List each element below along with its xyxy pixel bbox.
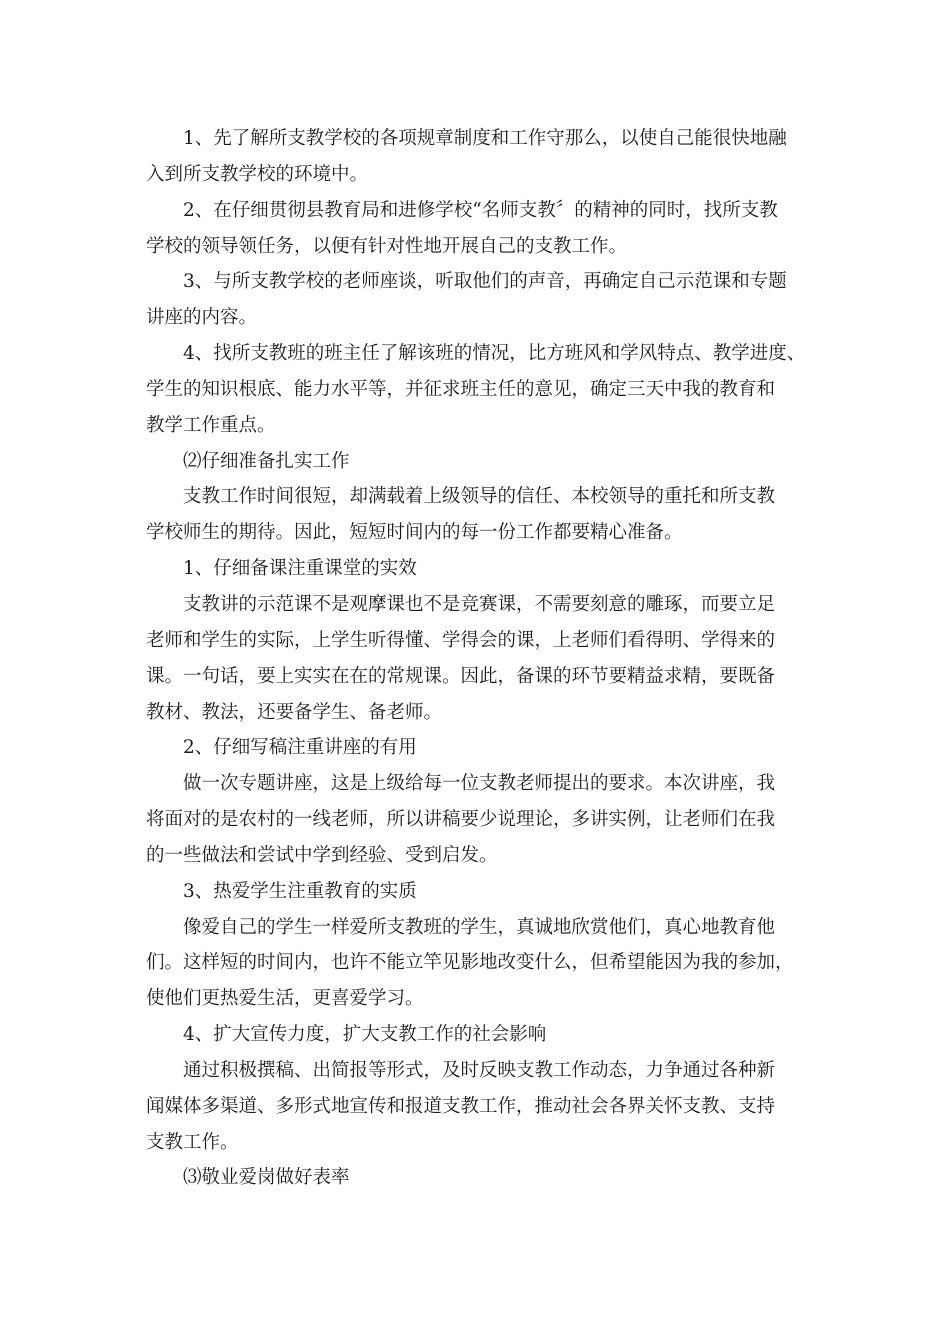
- text-line: 1、先了解所支教学校的各项规章制度和工作守那么，以使自己能很快地融: [183, 128, 787, 149]
- text-line: 使他们更热爱生活，更喜爱学习。: [146, 988, 424, 1010]
- text-line: 通过积极撰稿、出简报等形式，及时反映支教工作动态，力争通过各种新: [183, 1059, 776, 1081]
- subheading: 1、仔细备课注重课堂的实效: [183, 558, 417, 580]
- section-heading: ⑵仔细准备扎实工作: [183, 450, 350, 472]
- text-line: 老师和学生的实际，上学生听得懂、学得会的课，上老师们看得明、学得来的: [146, 629, 776, 651]
- text-line: 做一次专题讲座，这是上级给每一位支教老师提出的要求。本次讲座，我: [183, 773, 776, 795]
- text-line: 教材、教法，还要备学生、备老师。: [146, 701, 443, 723]
- section-heading: ⑶敬业爱岗做好表率: [183, 1167, 350, 1189]
- text-line: 入到所支教学校的环境中。: [146, 163, 369, 185]
- text-line: 教学工作重点。: [146, 414, 276, 436]
- text-line: 支教工作时间很短，却满载着上级领导的信任、本校领导的重托和所支教: [183, 486, 776, 508]
- text-line: 学校师生的期待。因此，短短时间内的每一份工作都要精心准备。: [146, 522, 683, 544]
- text-line: 学生的知识根底、能力水平等，并征求班主任的意见，确定三天中我的教育和: [146, 378, 776, 400]
- text-line: 支教讲的示范课不是观摩课也不是竞赛课，不需要刻意的雕琢，而要立足: [183, 593, 776, 615]
- text-line: 将面对的是农村的一线老师，所以讲稿要少说理论，多讲实例，让老师们在我: [146, 809, 776, 831]
- text-line: 的一些做法和尝试中学到经验、受到启发。: [146, 844, 498, 866]
- text-line: 讲座的内容。: [146, 307, 258, 329]
- text-line: 像爱自己的学生一样爱所支教班的学生，真诚地欣赏他们，真心地教育他: [183, 916, 776, 938]
- text-line: 课。一句话，要上实实在在的常规课。因此，备课的环节要精益求精，要既备: [146, 665, 776, 687]
- text-line: 支教工作。: [146, 1131, 239, 1153]
- text-line: 4、找所支教班的班主任了解该班的情况，比方班风和学风特点、教学进度、: [183, 343, 806, 365]
- text-line: 们。这样短的时间内，也许不能立竿见影地改变什么，但希望能因为我的参加，: [146, 952, 794, 974]
- text-line: 闻媒体多渠道、多形式地宣传和报道支教工作，推动社会各界关怀支教、支持: [146, 1095, 776, 1117]
- text-line: 3、与所支教学校的老师座谈，听取他们的声音，再确定自己示范课和专题: [183, 271, 787, 293]
- text-line: 学校的领导领任务，以便有针对性地开展自己的支教工作。: [146, 235, 628, 257]
- subheading: 2、仔细写稿注重讲座的有用: [183, 737, 417, 759]
- text-line: 2、在仔细贯彻县教育局和进修学校“名师支教〞的精神的同时，找所支教: [183, 199, 778, 221]
- subheading: 3、热爱学生注重教育的实质: [183, 880, 417, 902]
- document-body: [146, 121, 810, 1196]
- subheading: 4、扩大宣传力度，扩大支教工作的社会影响: [183, 1024, 547, 1046]
